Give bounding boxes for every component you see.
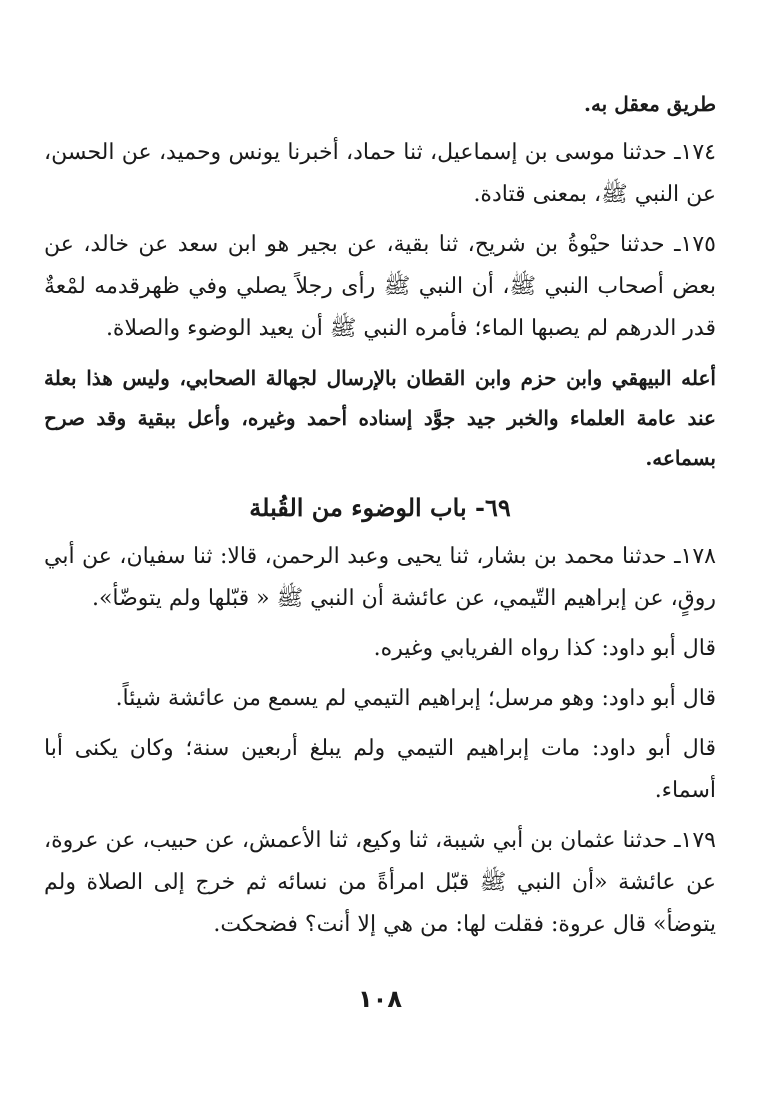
page-content: [44, 84, 716, 954]
commentary-note: أعله البيهقي وابن حزم وابن القطان بالإرسال لجهالة الصحابي، وليس هذا بعلة عند عامة العلماء والخبر جيد جوَّد إسناده أحمد وغيره، وأعل ببقية وقد صرح بسماعه.: [44, 366, 716, 470]
abu-dawud-remark-3: قال أبو داود: مات إبراهيم التيمي ولم يبلغ أربعين سنة؛ وكان يكنى أبا أسماء.: [44, 736, 716, 803]
hadith-178: ١٧٨ـ حدثنا محمد بن بشار، ثنا يحيى وعبد الرحمن، قالا: ثنا سفيان، عن أبي روقٍ، عن إبراهيم التّيمي، عن عائشة أن النبي ﷺ « قبّلها ولم يتوضّأ».: [44, 544, 716, 611]
abu-dawud-remark-1: قال أبو داود: كذا رواه الفريابي وغيره.: [373, 636, 716, 661]
page-number: ١٠٨: [358, 985, 402, 1013]
hadith-179: ١٧٩ـ حدثنا عثمان بن أبي شيبة، ثنا وكيع، ثنا الأعمش، عن حبيب، عن عروة، عن عائشة «أن النبي ﷺ قبّل امرأةً من نسائه ثم خرج إلى الصلاة ولم يتوضأ» قال عروة: فقلت لها: من هي إلا أنت؟ فضحكت.: [44, 828, 716, 937]
chapter-heading: ٦٩- باب الوضوء من القُبلة: [249, 493, 511, 522]
abu-dawud-remark-2: قال أبو داود: وهو مرسل؛ إبراهيم التيمي لم يسمع من عائشة شيئاً.: [115, 686, 716, 711]
intro-line: طريق معقل به.: [583, 92, 716, 116]
hadith-174: ١٧٤ـ حدثنا موسى بن إسماعيل، ثنا حماد، أخبرنا يونس وحميد، عن الحسن، عن النبي ﷺ، بمعنى قتادة.: [44, 140, 716, 207]
hadith-175: ١٧٥ـ حدثنا حيْوةُ بن شريح، ثنا بقية، عن بجير هو ابن سعد عن خالد، عن بعض أصحاب النبي ﷺ، أن النبي ﷺ رأى رجلاً يصلي وفي ظهرقدمه لمْعةٌ قدر الدرهم لم يصبها الماء؛ فأمره النبي ﷺ أن يعيد الوضوء والصلاة.: [44, 232, 716, 341]
